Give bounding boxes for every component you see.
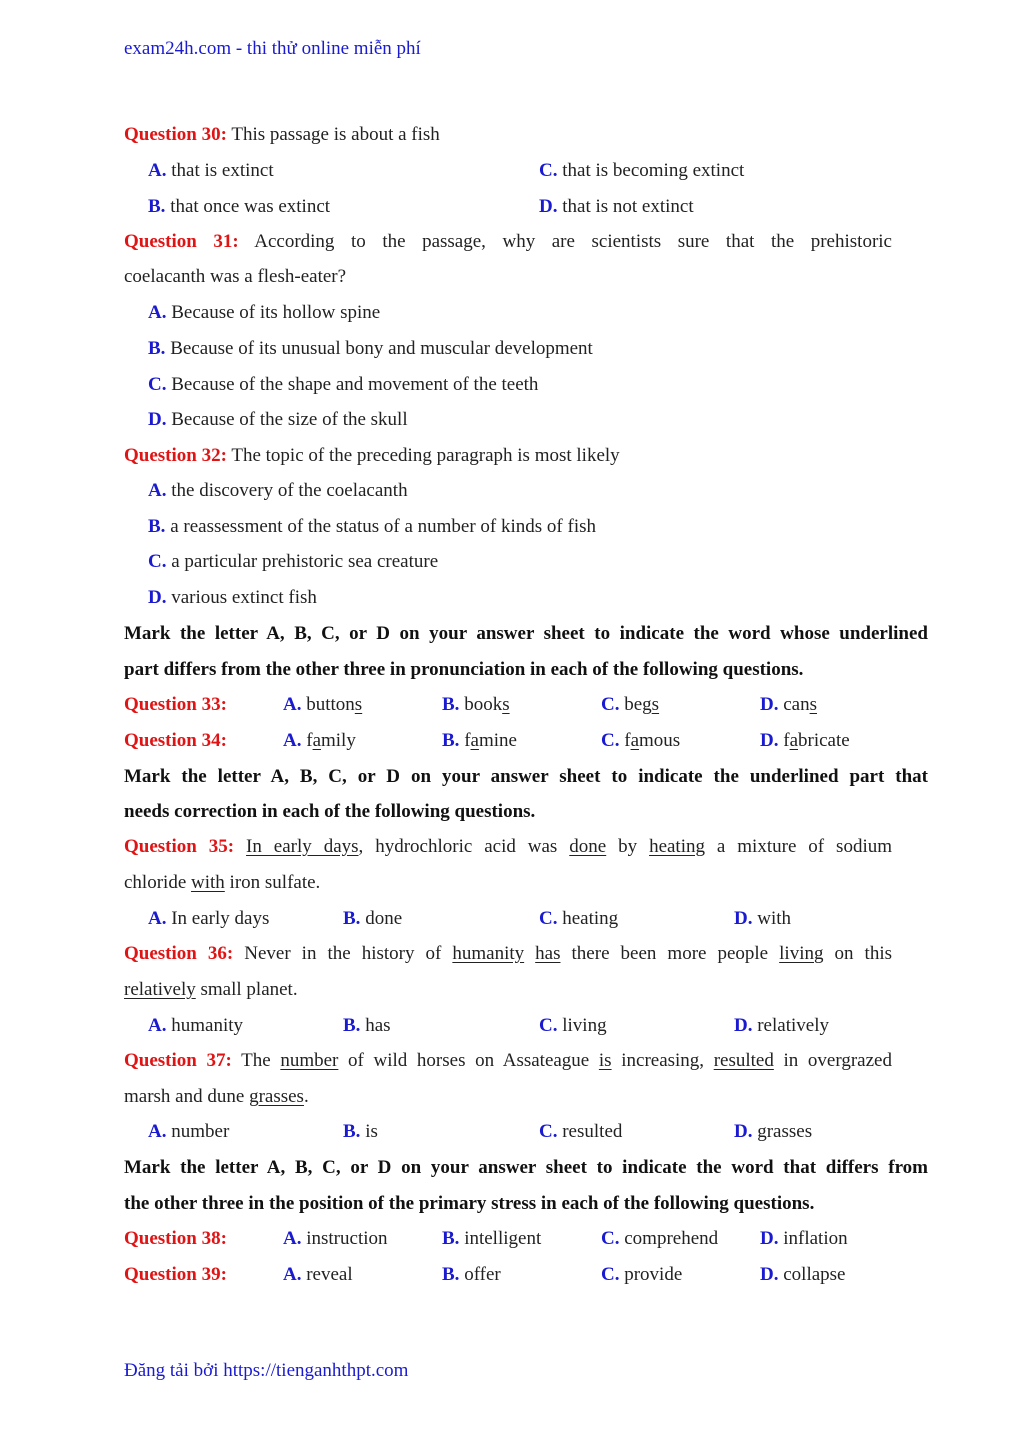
q38-option-a: A. instruction	[283, 1228, 388, 1249]
question-32-label: Question 32:	[124, 445, 227, 466]
q30-option-d: D. that is not extinct	[539, 196, 694, 217]
q37-option-c: C. resulted	[539, 1121, 623, 1142]
question-37-label: Question 37:	[124, 1050, 232, 1071]
question-36-label: Question 36:	[124, 943, 234, 964]
q35-option-b: B. done	[343, 908, 403, 929]
q34-option-b: B. famine	[442, 730, 517, 751]
question-34-label: Question 34:	[124, 730, 227, 751]
instruction-correction-line2: needs correction in each of the following questions.	[124, 801, 536, 822]
instruction-correction-line1: Mark the letter A, B, C, or D on your answer sheet to indicate the underlined part that	[124, 766, 928, 787]
question-38-label: Question 38:	[124, 1228, 227, 1249]
question-39-label: Question 39:	[124, 1264, 227, 1285]
instruction-pronunciation-line2: part differs from the other three in pronunciation in each of the following questions.	[124, 659, 804, 680]
q38-option-c: C. comprehend	[601, 1228, 719, 1249]
q38-option-b: B. intelligent	[442, 1228, 542, 1249]
question-31-stem-cont: coelacanth was a flesh-eater?	[124, 266, 347, 287]
question-31-stem: Question 31: According to the passage, why are scientists sure that the prehistoric	[124, 231, 892, 252]
question-36-stem: Question 36: Never in the history of humanity has there been more people living on this	[124, 943, 892, 964]
q32-option-d: D. various extinct fish	[148, 587, 317, 608]
q39-option-b: B. offer	[442, 1264, 501, 1285]
q35-option-d: D. with	[734, 908, 792, 929]
question-30-stem	[124, 124, 440, 146]
question-35-label: Question 35:	[124, 836, 235, 857]
question-30-label: Question 30:	[124, 124, 227, 145]
question-30-text: This passage is about a fish	[226, 124, 440, 145]
question-35-stem: Question 35: In early days, hydrochloric acid was done by heating a mixture of sodium	[124, 836, 893, 857]
question-37-stem-cont: marsh and dune grasses.	[124, 1086, 309, 1107]
instruction-stress-line2: the other three in the position of the primary stress in each of the following questions.	[124, 1193, 815, 1214]
q30-option-b: B. that once was extinct	[148, 196, 331, 217]
question-33-label: Question 33:	[124, 694, 227, 715]
q37-option-b: B. is	[343, 1121, 378, 1142]
q30-option-c: C. that is becoming extinct	[539, 160, 745, 181]
q34-option-a: A. family	[283, 730, 356, 751]
q31-option-d: D. Because of the size of the skull	[148, 409, 408, 430]
page-footer: Đăng tải bởi https://tienganhthpt.com	[124, 1360, 409, 1381]
question-31-label: Question 31:	[124, 231, 239, 252]
question-36-stem-cont: relatively small planet.	[124, 979, 298, 1000]
q39-option-a: A. reveal	[283, 1264, 353, 1285]
instruction-pronunciation-line1: Mark the letter A, B, C, or D on your answer sheet to indicate the word whose underlined	[124, 623, 928, 644]
q37-option-a: A. number	[148, 1121, 230, 1142]
q36-option-a: A. humanity	[148, 1015, 244, 1036]
question-37-stem: Question 37: The number of wild horses on Assateague is increasing, resulted in overgrazed	[124, 1050, 892, 1071]
question-32-stem: Question 32: The topic of the preceding paragraph is most likely	[124, 445, 620, 466]
q39-option-c: C. provide	[601, 1264, 683, 1285]
q31-option-c: C. Because of the shape and movement of the teeth	[148, 374, 539, 395]
q30-option-a: A. that is extinct	[148, 160, 274, 181]
q31-option-a: A. Because of its hollow spine	[148, 302, 381, 323]
q39-option-d: D. collapse	[760, 1264, 846, 1285]
q35-option-a: A. In early days	[148, 908, 270, 929]
q31-option-b: B. Because of its unusual bony and muscular development	[148, 338, 593, 359]
q34-option-c: C. famous	[601, 730, 681, 751]
q33-option-b: B. books	[442, 694, 510, 715]
q33-option-a: A. buttons	[283, 694, 363, 715]
q36-option-c: C. living	[539, 1015, 607, 1036]
q33-option-c: C. begs	[601, 694, 660, 715]
q33-option-d: D. cans	[760, 694, 818, 715]
q32-option-a: A. the discovery of the coelacanth	[148, 480, 408, 501]
q37-option-d: D. grasses	[734, 1121, 813, 1142]
instruction-stress-line1: Mark the letter A, B, C, or D on your answer sheet to indicate the word that differs from	[124, 1157, 928, 1178]
q32-option-b: B. a reassessment of the status of a number of kinds of fish	[148, 516, 597, 537]
q34-option-d: D. fabricate	[760, 730, 850, 751]
question-35-stem-cont: chloride with iron sulfate.	[124, 872, 321, 893]
q36-option-d: D. relatively	[734, 1015, 829, 1036]
q35-option-c: C. heating	[539, 908, 619, 929]
q36-option-b: B. has	[343, 1015, 391, 1036]
q38-option-d: D. inflation	[760, 1228, 848, 1249]
q32-option-c: C. a particular prehistoric sea creature	[148, 551, 439, 572]
page-header: exam24h.com - thi thử online miễn phí	[124, 38, 421, 59]
